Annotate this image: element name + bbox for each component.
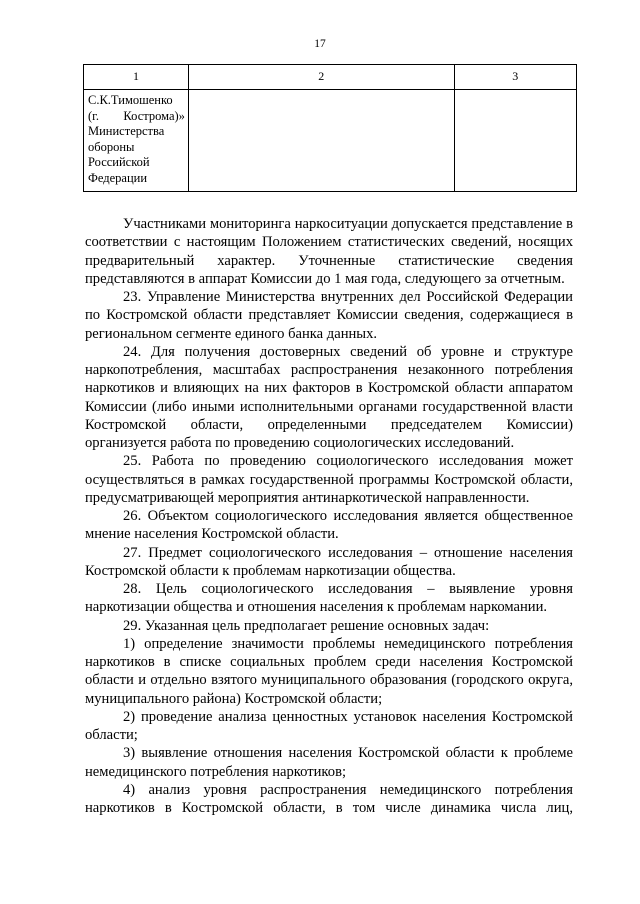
paragraph: 27. Предмет социологического исследования – отношение населения Костромской области к проблемам наркотизации общества. — [85, 544, 573, 579]
table-header-cell-2: 2 — [188, 65, 454, 90]
paragraph: 28. Цель социологического исследования – выявление уровня наркотизации общества и отношения населения к проблемам наркомании. — [85, 581, 573, 616]
cell-line: Российской — [88, 155, 150, 170]
cell-line: Министерства — [88, 124, 165, 139]
paragraph: 4) анализ уровня распространения немедицинского потребления наркотиков в Костромской области, в том числе динамика числа лиц, — [85, 781, 573, 816]
table-cell-empty — [188, 90, 454, 192]
page-number: 17 — [314, 38, 326, 50]
table-cell-organization — [84, 90, 189, 192]
cell-line: С.К.Тимошенко — [88, 93, 173, 107]
paragraph: 1) определение значимости проблемы немедицинского потребления наркотиков в списке социальных проблем среди населения Костромской области и отдельно взятого муниципального образования (городского округа, муниципального района) Костромской области; — [85, 635, 573, 707]
table-header-cell-1: 1 — [84, 65, 189, 90]
table-header-row — [84, 65, 577, 90]
cell-line: (г. Кострома)» — [88, 108, 185, 123]
paragraph: 2) проведение анализа ценностных установок населения Костромской области; — [85, 708, 573, 743]
paragraph: Участниками мониторинга наркоситуации допускается представление в соответствии с настоящим Положением статистических сведений, носящих предварительный характер. Уточненные статистические сведения представляются в аппарат Комиссии до 1 мая года, следующего за отчетным. — [85, 216, 573, 287]
body-text — [85, 215, 573, 817]
paragraph: 26. Объектом социологического исследования является общественное мнение населения Костромской области. — [85, 508, 573, 543]
paragraph: 23. Управление Министерства внутренних дел Российской Федерации по Костромской области представляет Комиссии сведения, содержащиеся в региональном сегменте единого банка данных. — [85, 289, 573, 342]
paragraph: 24. Для получения достоверных сведений об уровне и структуре наркопотребления, масштабах распространения незаконного потребления наркотиков и влияющих на них факторов в Костромской области аппаратом Комиссии (либо иными исполнительными органами государственной власти Костромской области, определенными председателем Комиссии) организуется работа по проведению социологических исследований. — [85, 343, 573, 451]
table-row — [84, 90, 577, 192]
paragraph: 3) выявление отношения населения Костромской области к проблеме немедицинского потребления наркотиков; — [85, 745, 573, 780]
paragraph: 29. Указанная цель предполагает решение основных задач: — [123, 617, 490, 634]
continuation-table — [83, 64, 577, 192]
cell-line: обороны — [88, 139, 135, 154]
table-header-cell-3: 3 — [454, 65, 576, 90]
cell-line: Федерации — [88, 170, 148, 185]
table-cell-empty — [454, 90, 576, 192]
paragraph: 25. Работа по проведению социологического исследования может осуществляться в рамках государственной программы Костромской области, предусматривающей мероприятия антинаркотической направленности. — [85, 453, 573, 506]
